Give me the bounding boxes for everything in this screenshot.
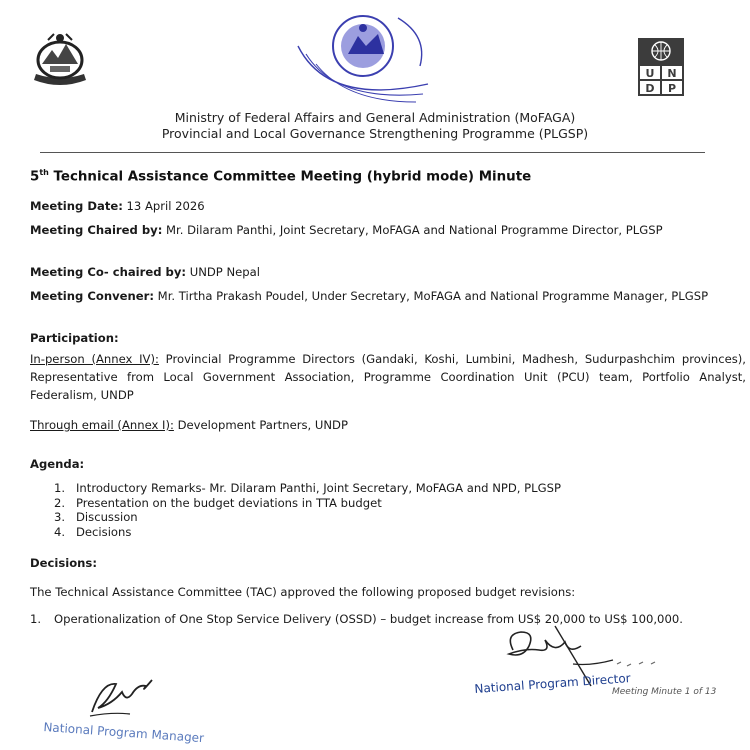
director-label: National Program Director bbox=[474, 671, 632, 696]
meeting-convener bbox=[30, 287, 746, 305]
list-item bbox=[54, 525, 561, 540]
list-item bbox=[54, 496, 561, 511]
decision-item-text: Operationalization of One Stop Service Delivery (OSSD) – budget increase from US$ 20,000 to US$ 100,000. bbox=[54, 612, 683, 626]
meeting-convener-label: Meeting Convener: bbox=[30, 289, 154, 303]
list-item-text: Introductory Remarks- Mr. Dilaram Panthi, Joint Secretary, MoFAGA and NPD, PLGSP bbox=[76, 481, 561, 495]
title-text: Technical Assistance Committee Meeting (hybrid mode) Minute bbox=[48, 169, 532, 185]
list-item bbox=[54, 481, 561, 496]
title-ordinal-suffix: th bbox=[39, 168, 49, 177]
list-item-text: Discussion bbox=[76, 510, 138, 524]
inperson-label: In-person (Annex IV): bbox=[30, 352, 159, 366]
meeting-date-label: Meeting Date: bbox=[30, 199, 123, 213]
undp-letter: D bbox=[645, 82, 655, 95]
header-divider bbox=[40, 152, 705, 153]
undp-letter: P bbox=[667, 82, 677, 95]
title-ordinal: 5 bbox=[30, 169, 40, 185]
agenda-heading bbox=[30, 455, 746, 473]
participation-email bbox=[30, 416, 746, 434]
programme-name: Provincial and Local Governance Strengthening Programme (PLGSP) bbox=[161, 126, 589, 141]
participation-heading bbox=[30, 329, 746, 347]
meeting-cochair-label: Meeting Co- chaired by: bbox=[30, 265, 187, 279]
undp-logo bbox=[638, 38, 684, 96]
decision-item-number: 1. bbox=[30, 612, 42, 626]
list-item-number: 2. bbox=[54, 495, 66, 510]
participation-heading-text: Participation: bbox=[30, 331, 119, 345]
email-value: Development Partners, UNDP bbox=[173, 418, 348, 432]
decisions-intro: The Technical Assistance Committee (TAC) approved the following proposed budget revisions: bbox=[30, 585, 576, 599]
list-item-number: 3. bbox=[54, 510, 66, 524]
manager-label: National Program Manager bbox=[43, 720, 205, 746]
inperson-value: Provincial Programme Directors (Gandaki, Koshi, Lumbini, Madhesh, Sudurpashchim provinces), Representative from Local Government Association, Programme Coordination Unit (PCU) team, Portfolio Analyst, Federalism, UNDP bbox=[30, 352, 746, 402]
meeting-cochair bbox=[30, 263, 746, 281]
undp-letter: U bbox=[645, 67, 655, 80]
decisions-heading-text: Decisions: bbox=[30, 556, 97, 570]
meeting-chair bbox=[30, 221, 746, 239]
email-label: Through email (Annex I): bbox=[30, 418, 174, 432]
nepal-emblem-logo bbox=[28, 30, 92, 88]
ministry-name: Ministry of Federal Affairs and General Administration (MoFAGA) bbox=[174, 110, 576, 125]
meeting-cochair-value: UNDP Nepal bbox=[186, 265, 260, 279]
page-title bbox=[30, 168, 531, 184]
list-item-number: 4. bbox=[54, 524, 66, 539]
participation-inperson bbox=[30, 350, 746, 404]
page-number: Meeting Minute 1 of 13 bbox=[612, 687, 717, 697]
list-item-number: 1. bbox=[54, 481, 66, 495]
meeting-date-value: 13 April 2026 bbox=[122, 199, 205, 213]
meeting-date bbox=[30, 197, 746, 215]
manager-signature bbox=[82, 672, 162, 720]
meeting-convener-value: Mr. Tirtha Prakash Poudel, Under Secretary, MoFAGA and National Programme Manager, PLGSP bbox=[154, 289, 709, 303]
decisions-heading bbox=[30, 554, 746, 572]
list-item bbox=[54, 510, 561, 525]
agenda-list bbox=[54, 481, 561, 539]
meeting-chair-value: Mr. Dilaram Panthi, Joint Secretary, MoFAGA and National Programme Director, PLGSP bbox=[162, 223, 663, 237]
undp-letter: N bbox=[667, 67, 677, 80]
agenda-heading-text: Agenda: bbox=[30, 457, 85, 471]
pcu-stamp bbox=[288, 6, 438, 112]
list-item-text: Decisions bbox=[76, 524, 132, 539]
meeting-chair-label: Meeting Chaired by: bbox=[30, 223, 163, 237]
list-item-text: Presentation on the budget deviations in TTA budget bbox=[76, 495, 382, 510]
